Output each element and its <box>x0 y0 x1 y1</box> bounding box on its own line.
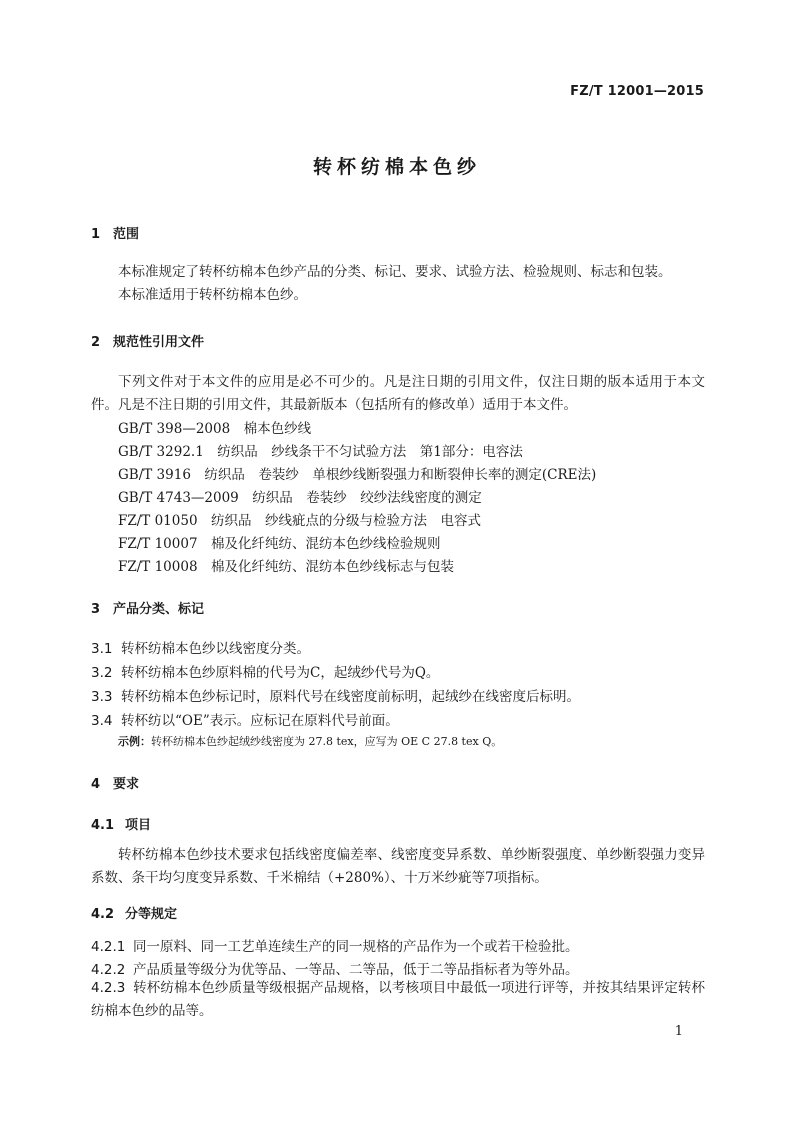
reference-item: FZ/T 01050 纺织品 纱线疵点的分级与检验方法 电容式 <box>118 513 482 529</box>
section-heading-2 <box>91 331 204 350</box>
subsection-number: 4.2 <box>91 907 115 922</box>
subsection-title: 项目 <box>125 818 152 833</box>
clause-number: 4.2.1 <box>91 939 126 955</box>
clause-4-2-3 <box>91 977 705 1023</box>
paragraph: 下列文件对于本文件的应用是必不可少的。凡是注日期的引用文件，仅注日期的版本适用于本文件。凡是不注日期的引用文件，其最新版本（包括所有的修改单）适用于本文件。 <box>91 374 705 413</box>
section-title: 范围 <box>113 227 140 242</box>
paragraph: 本标准规定了转杯纺棉本色纱产品的分类、标记、要求、试验方法、检验规则、标志和包装。 <box>118 264 672 280</box>
example-note <box>118 733 502 749</box>
clause-text: 转杯纺棉本色纱原料棉的代号为C，起绒纱代号为Q。 <box>121 665 440 681</box>
example-text: 转杯纺棉本色纱起绒纱线密度为 27.8 tex，应写为 OE C 27.8 tex Q。 <box>151 735 503 748</box>
reference-item: GB/T 3292.1 纺织品 纱线条干不匀试验方法 第1部分：电容法 <box>118 444 523 460</box>
subsection-heading-4-1 <box>91 814 151 833</box>
clause-number: 4.2.2 <box>91 962 126 978</box>
paragraph: 本标准适用于转杯纺棉本色纱。 <box>118 287 307 303</box>
reference-item: GB/T 3916 纺织品 卷装纱 单根纱线断裂强力和断裂伸长率的测定(CRE法) <box>118 467 597 483</box>
subsection-heading-4-2 <box>91 903 177 922</box>
reference-item: GB/T 4743—2009 纺织品 卷装纱 绞纱法线密度的测定 <box>118 490 482 506</box>
document-title: 转杯纺棉本色纱 <box>312 156 481 178</box>
clause-text: 产品质量等级分为优等品、一等品、二等品，低于二等品指标者为等外品。 <box>133 962 579 978</box>
section-number: 4 <box>91 777 101 792</box>
section-heading-1 <box>91 223 139 242</box>
clause-number: 3.3 <box>91 689 113 705</box>
clause-text: 转杯纺棉本色纱以线密度分类。 <box>121 641 310 657</box>
clause-3-1 <box>91 637 310 657</box>
section-number: 3 <box>91 602 101 617</box>
reference-item: FZ/T 10007 棉及化纤纯纺、混纺本色纱线检验规则 <box>118 536 441 552</box>
clause-number: 3.2 <box>91 665 113 681</box>
paragraph: 转杯纺棉本色纱技术要求包括线密度偏差率、线密度变异系数、单纱断裂强度、单纱断裂强力变异系数、条干均匀度变异系数、千米棉结（+280%）、十万米纱疵等7项指标。 <box>91 847 705 886</box>
clause-3-4 <box>91 709 399 729</box>
page-number: 1 <box>674 1024 683 1039</box>
clause-text: 转杯纺棉本色纱质量等级根据产品规格，以考核项目中最低一项进行评等，并按其结果评定转杯纺棉本色纱的品等。 <box>91 980 705 1019</box>
section-title: 规范性引用文件 <box>113 335 205 350</box>
section-title: 要求 <box>113 777 140 792</box>
clause-3-2 <box>91 661 439 681</box>
section-heading-3 <box>91 598 204 617</box>
clause-number: 4.2.3 <box>91 980 126 996</box>
clause-4-2-2 <box>91 958 579 978</box>
example-label: 示例： <box>118 735 151 748</box>
clause-number: 3.1 <box>91 641 113 657</box>
section-number: 2 <box>91 335 101 350</box>
clause-3-3 <box>91 685 580 705</box>
clause-text: 转杯纺以“OE”表示。应标记在原料代号前面。 <box>121 713 399 729</box>
subsection-number: 4.1 <box>91 818 115 833</box>
clause-text: 转杯纺棉本色纱标记时，原料代号在线密度前标明，起绒纱在线密度后标明。 <box>121 689 580 705</box>
reference-item: FZ/T 10008 棉及化纤纯纺、混纺本色纱线标志与包装 <box>118 559 455 575</box>
subsection-title: 分等规定 <box>125 907 178 922</box>
clause-text: 同一原料、同一工艺单连续生产的同一规格的产品作为一个或若干检验批。 <box>133 939 579 955</box>
section-heading-4 <box>91 773 139 792</box>
section-title: 产品分类、标记 <box>113 602 205 617</box>
reference-item: GB/T 398—2008 棉本色纱线 <box>118 421 312 437</box>
clause-number: 3.4 <box>91 713 113 729</box>
section-number: 1 <box>91 227 101 242</box>
standard-code: FZ/T 12001—2015 <box>570 84 704 99</box>
clause-4-2-1 <box>91 935 579 955</box>
